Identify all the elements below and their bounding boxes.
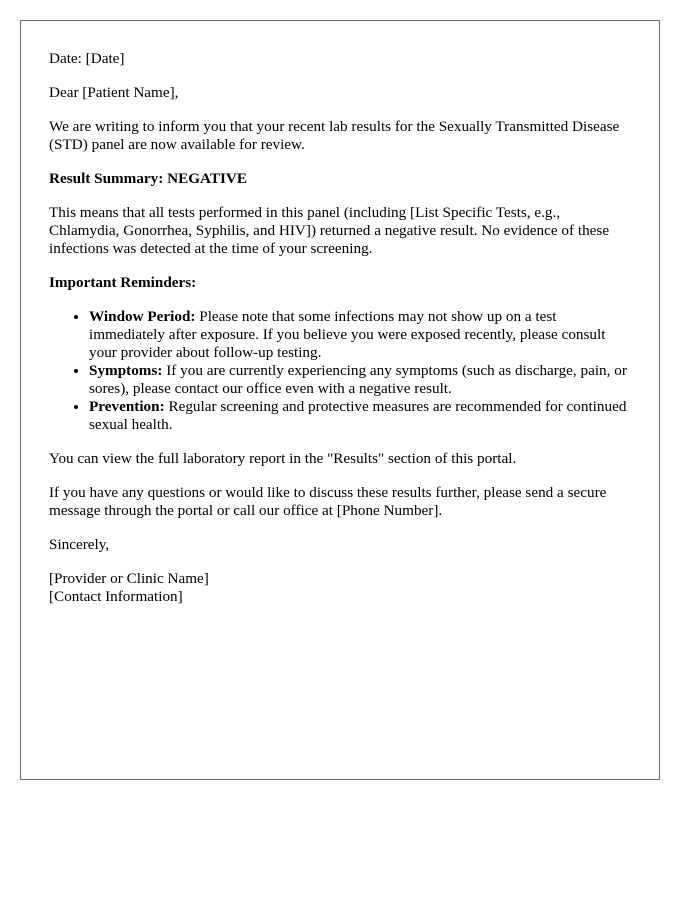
closing: Sincerely,: [49, 536, 110, 553]
intro-paragraph: We are writing to inform you that your recent lab results for the Sexually Transmitted Disease (STD) panel are now available for review.: [49, 118, 620, 153]
reminder-item-prevention: [89, 398, 631, 434]
result-summary: Result Summary: NEGATIVE: [49, 170, 248, 187]
letter-container: [20, 20, 660, 780]
reminder-text: Regular screening and protective measures are recommended for continued sexual health.: [89, 398, 627, 433]
reminders-list: [49, 308, 631, 434]
questions-note: If you have any questions or would like to discuss these results further, please send a secure message through the portal or call our office at [Phone Number].: [49, 484, 607, 519]
explanation-paragraph: This means that all tests performed in this panel (including [List Specific Tests, e.g., Chlamydia, Gonorrhea, Syphilis, and HIV]) returned a negative result. No evidence of these infections was detected at the time of your screening.: [49, 204, 610, 257]
reminder-text: Please note that some infections may not show up on a test immediately after exposure. If you believe you were exposed recently, please consult your provider about follow-up testing.: [89, 308, 606, 361]
date-line: Date: [Date]: [49, 50, 125, 67]
reminder-term: Window Period:: [89, 308, 196, 325]
report-note: You can view the full laboratory report in the "Results" section of this portal.: [49, 450, 517, 467]
reminders-heading: Important Reminders:: [49, 274, 197, 291]
reminder-item-window-period: [89, 308, 631, 362]
reminder-term: Prevention:: [89, 398, 165, 415]
signature-block: [49, 570, 631, 606]
salutation: Dear [Patient Name],: [49, 84, 179, 101]
reminder-item-symptoms: [89, 362, 631, 398]
reminder-term: Symptoms:: [89, 362, 163, 379]
reminder-text: If you are currently experiencing any symptoms (such as discharge, pain, or sores), please contact our office even with a negative result.: [89, 362, 627, 397]
signature-contact: [Contact Information]: [49, 588, 183, 605]
signature-name: [Provider or Clinic Name]: [49, 570, 209, 587]
